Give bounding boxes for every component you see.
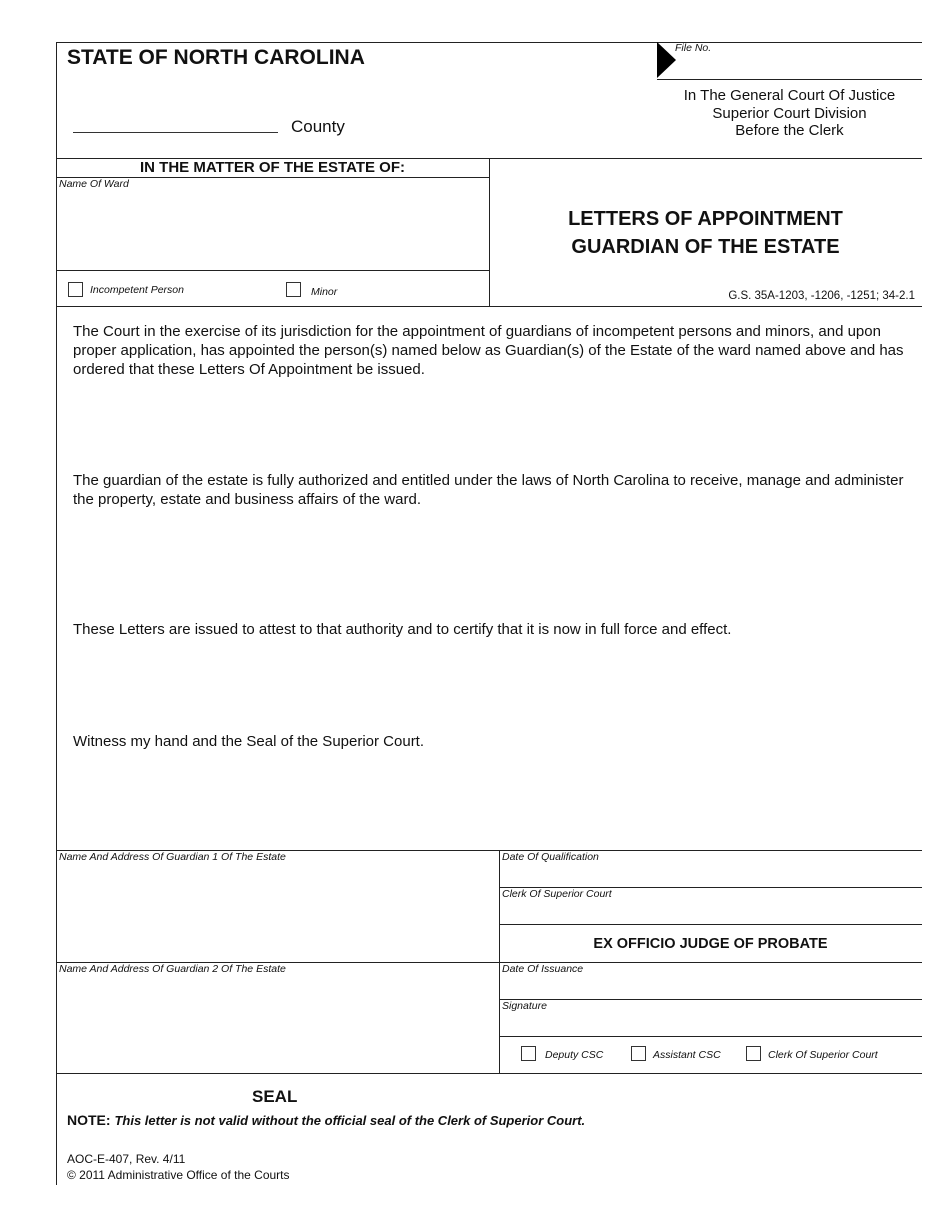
minor-checkbox[interactable] [286, 282, 301, 297]
statute-reference: G.S. 35A-1203, -1206, -1251; 34-2.1 [728, 290, 915, 302]
note-text: This letter is not valid without the official seal of the Clerk of Superior Court. [114, 1113, 586, 1128]
court-line-1: In The General Court Of Justice [683, 87, 896, 104]
ex-officio-title: EX OFFICIO JUDGE OF PROBATE [593, 936, 828, 952]
date-of-issuance-label: Date Of Issuance [502, 963, 584, 975]
guardian-1-field[interactable] [60, 866, 495, 959]
form-id: AOC-E-407, Rev. 4/11 [67, 1152, 186, 1166]
signature-field[interactable] [503, 1015, 918, 1034]
name-of-ward-label: Name Of Ward [59, 178, 129, 190]
document-title-line-2: GUARDIAN OF THE ESTATE [571, 236, 840, 258]
deputy-csc-checkbox[interactable] [521, 1046, 536, 1061]
date-of-qualification-field[interactable] [503, 866, 918, 885]
county-name-line[interactable] [73, 132, 278, 133]
clerk-of-superior-court-option-label: Clerk Of Superior Court [768, 1049, 878, 1061]
signature-bottom [499, 1036, 922, 1037]
guardian-2-field[interactable] [60, 978, 495, 1070]
clerk-of-superior-court-checkbox[interactable] [746, 1046, 761, 1061]
clerk-of-superior-court-label: Clerk Of Superior Court [502, 888, 612, 900]
left-border [56, 42, 57, 1185]
copyright: © 2011 Administrative Office of the Courts [67, 1168, 290, 1182]
paragraph-authority: The guardian of the estate is fully authorized and entitled under the laws of North Carolina to receive, manage and administer the property, estate and business affairs of the ward. [73, 472, 904, 508]
court-line-3: Before the Clerk [735, 122, 844, 139]
incompetent-person-label: Incompetent Person [90, 284, 184, 296]
top-border [56, 42, 922, 43]
clerk-of-superior-court-field[interactable] [503, 903, 918, 922]
document-title-line-1: LETTERS OF APPOINTMENT [568, 208, 843, 230]
county-label: County [291, 117, 345, 136]
note-label: NOTE: [67, 1112, 111, 1128]
state-title: STATE OF NORTH CAROLINA [67, 46, 365, 69]
signature-block-bottom [56, 1073, 922, 1074]
signature-label: Signature [502, 1000, 547, 1012]
paragraph-appointment: The Court in the exercise of its jurisdiction for the appointment of guardians of incompetent persons and minors, and upon proper application, has appointed the person(s) named below as Guardian(s) of the Estate of the ward named above and has ordered that these Letters Of Appointment be issued. [73, 323, 904, 378]
guardian-2-label: Name And Address Of Guardian 2 Of The Estate [59, 963, 286, 975]
name-of-ward-field[interactable] [60, 193, 485, 267]
assistant-csc-checkbox[interactable] [631, 1046, 646, 1061]
clerk-bottom [499, 924, 922, 925]
paragraph-witness: Witness my hand and the Seal of the Superior Court. [73, 733, 425, 750]
incompetent-person-checkbox[interactable] [68, 282, 83, 297]
ward-box-bottom [56, 270, 489, 271]
court-line-2: Superior Court Division [712, 104, 867, 122]
date-of-qualification-label: Date Of Qualification [502, 851, 599, 863]
matter-title: IN THE MATTER OF THE ESTATE OF: [140, 159, 405, 176]
court-info [657, 87, 922, 140]
date-of-issuance-field[interactable] [503, 978, 918, 997]
file-no-field[interactable] [678, 55, 918, 77]
issuance-bottom [499, 999, 922, 1000]
guardian-1-label: Name And Address Of Guardian 1 Of The Estate [59, 851, 286, 863]
file-no-label: File No. [675, 42, 712, 54]
minor-label: Minor [311, 286, 338, 298]
assistant-csc-label: Assistant CSC [653, 1049, 721, 1061]
document-title [489, 205, 922, 261]
file-no-arrow-icon [657, 42, 676, 78]
seal-heading: SEAL [252, 1087, 298, 1106]
deputy-csc-label: Deputy CSC [545, 1049, 604, 1061]
note [67, 1112, 585, 1128]
file-no-underline [657, 79, 922, 80]
paragraph-attest: These Letters are issued to attest to that authority and to certify that it is now in full force and effect. [73, 621, 732, 638]
matter-section-bottom [56, 306, 922, 307]
